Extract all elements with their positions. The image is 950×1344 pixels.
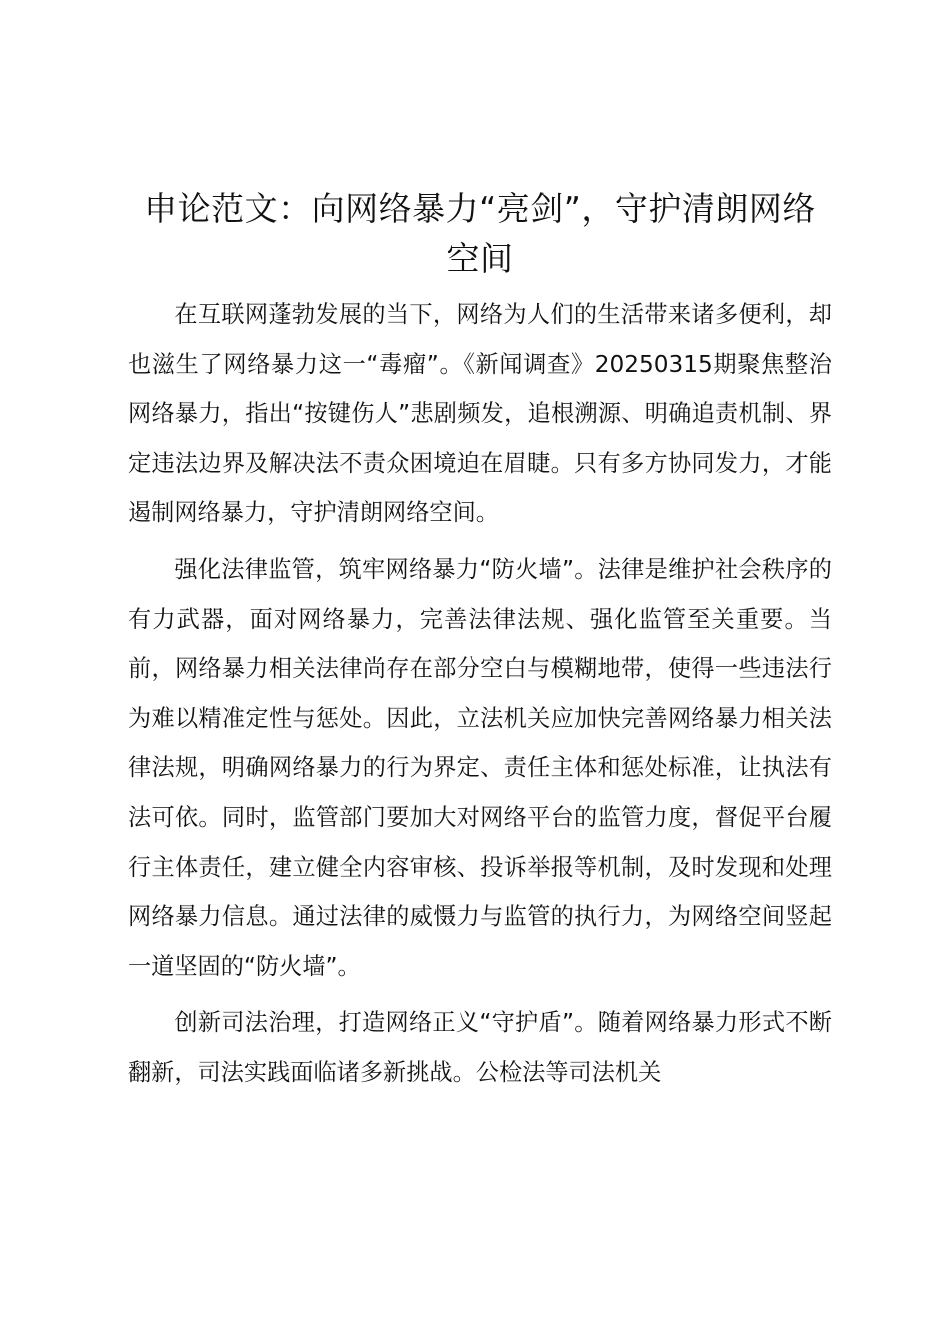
paragraph-judicial-governance: 创新司法治理，打造网络正义“守护盾”。随着网络暴力形式不断翻新，司法实践面临诸多新挑战。公检法等司法机关 [128, 1009, 832, 1086]
document-title: 申论范文：向网络暴力“亮剑”，守护清朗网络空间 [144, 189, 816, 278]
paragraph-intro: 在互联网蓬勃发展的当下，网络为人们的生活带来诸多便利，却也滋生了网络暴力这一“毒瘤”。《新闻调查》20250315期聚焦整治网络暴力，指出“按键伤人”悲剧频发，追根溯源、明确追责机制、界定违法边界及解决法不责众困境迫在眉睫。只有多方协同发力，才能遏制网络暴力，守护清朗网络空间。 [128, 301, 832, 527]
paragraph-legal-supervision: 强化法律监管，筑牢网络暴力“防火墙”。法律是维护社会秩序的有力武器，面对网络暴力，完善法律法规、强化监管至关重要。当前，网络暴力相关法律尚存在部分空白与模糊地带，使得一些违法行为难以精准定性与惩处。因此，立法机关应加快完善网络暴力相关法律法规，明确网络暴力的行为界定、责任主体和惩处标准，让执法有法可依。同时，监管部门要加大对网络平台的监管力度，督促平台履行主体责任，建立健全内容审核、投诉举报等机制，及时发现和处理网络暴力信息。通过法律的威慑力与监管的执行力，为网络空间竖起一道坚固的“防火墙”。 [128, 555, 832, 980]
document-page [128, 184, 832, 1105]
